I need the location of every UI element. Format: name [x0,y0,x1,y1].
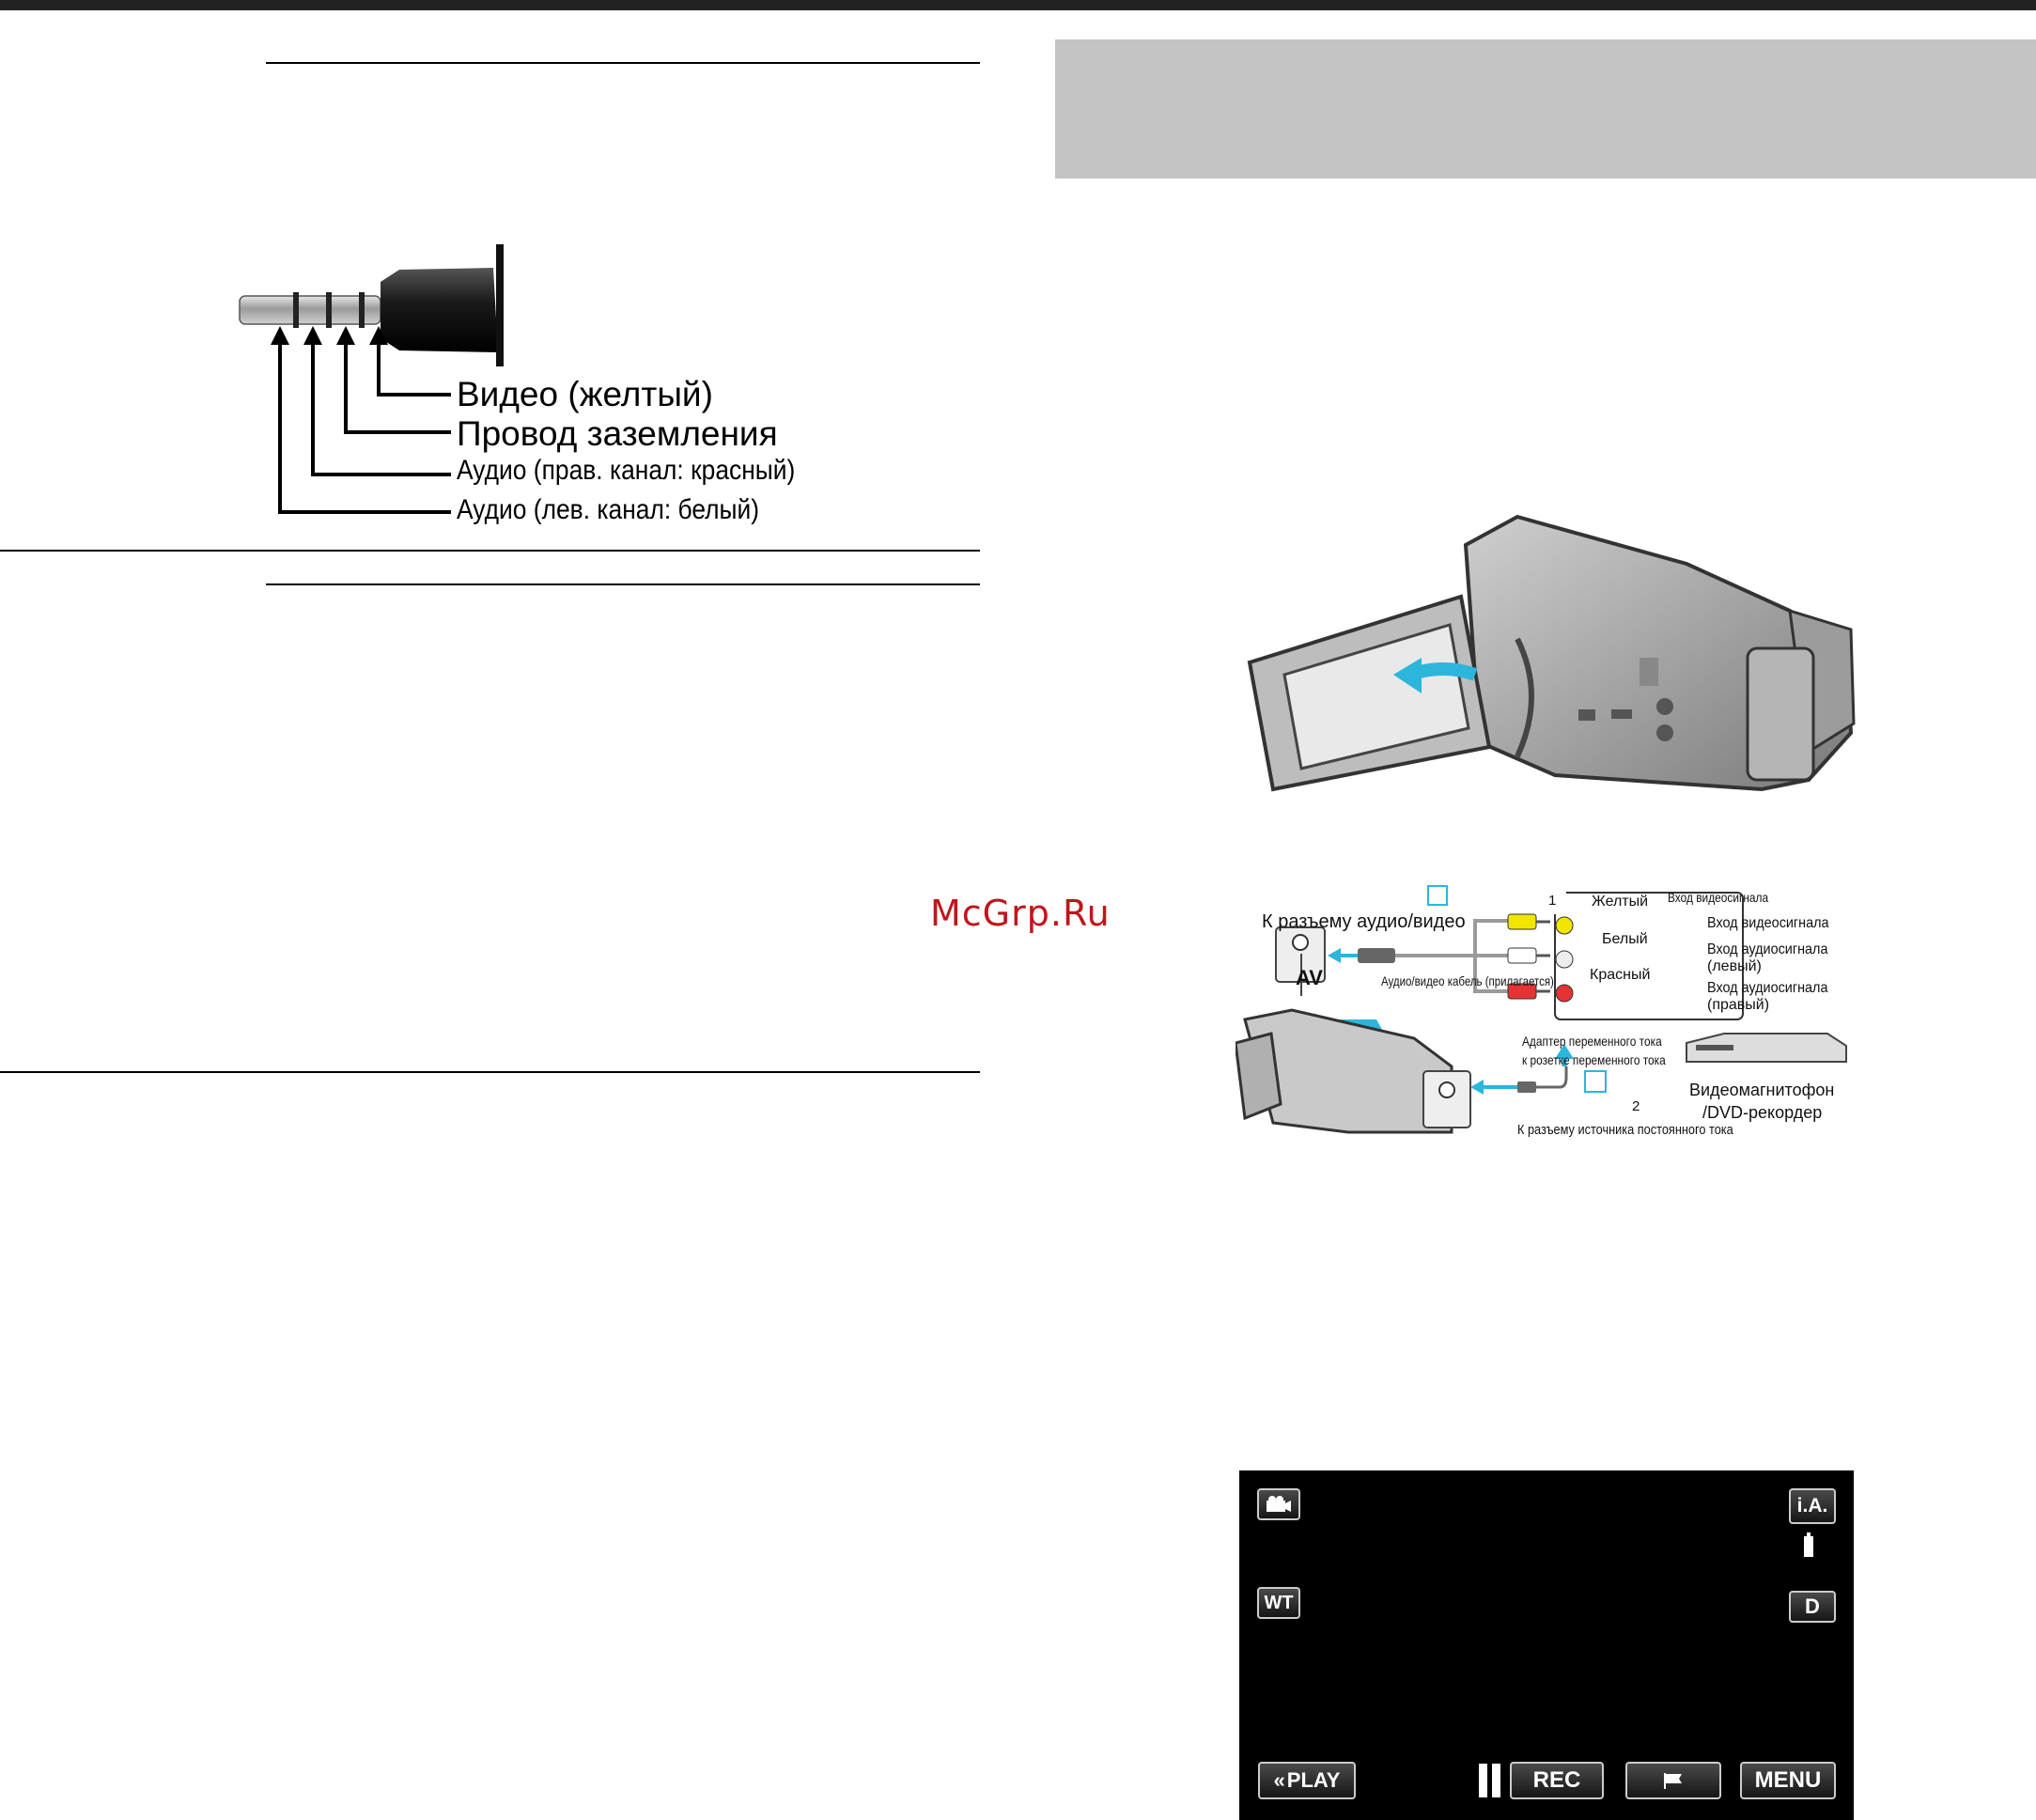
video-input-header: Вход видеосигнала [1668,890,1769,905]
av-jack-label: AV [1296,966,1323,989]
divider [266,62,980,64]
divider [266,583,980,585]
yellow-plug-label: Желтый [1592,894,1649,910]
play-button-label: PLAY [1286,1768,1341,1792]
cable-label: Аудио/видео кабель (прилагается) [1381,973,1554,988]
flag-icon [1661,1771,1686,1790]
camcorder-open-lcd-illustration [1236,507,1856,817]
video-camera-icon [1266,1495,1292,1514]
double-chevron-left-icon: « [1273,1768,1285,1792]
jack-label-video: Видео (желтый) [457,375,713,413]
step-1-marker: 1 [1548,893,1557,909]
video-mode-button[interactable] [1257,1488,1300,1520]
record-arrow-label: Запись [1414,1015,1475,1034]
white-plug-label: Белый [1602,931,1648,947]
audio-input-left-sub: (левый) [1707,958,1762,974]
watermark: McGrp.Ru [930,893,1111,934]
play-button[interactable] [1258,1762,1356,1799]
top-bar [0,0,2036,10]
recorder-label-line2: /DVD-рекордер [1702,1103,1823,1122]
audio-input-right-sub: (правый) [1707,997,1770,1013]
jack-label-audio-right: Аудио (прав. канал: красный) [457,455,796,486]
to-av-label: К разъему аудио/видео [1262,911,1466,932]
pause-icon [1477,1764,1503,1797]
zoom-wt-button[interactable]: WT [1257,1587,1300,1619]
divider [0,1071,980,1073]
dc-input-label: К разъему источника постоянного тока [1517,1122,1733,1138]
ac-outlet-label: к розетке переменного тока [1522,1052,1666,1067]
display-button[interactable]: D [1789,1591,1836,1623]
audio-input-right-label: Вход аудиосигнала [1707,980,1828,996]
jack-label-ground: Провод заземления [457,414,778,453]
menu-button[interactable]: MENU [1740,1762,1836,1799]
battery-icon [1804,1532,1813,1557]
intelligent-auto-button[interactable]: i.A. [1789,1488,1836,1524]
jack-label-audio-left: Аудио (лев. канал: белый) [457,494,760,525]
divider [0,550,980,552]
ac-adapter-label: Адаптер переменного тока [1522,1034,1662,1049]
event-flag-button[interactable] [1625,1762,1721,1799]
red-plug-label: Красный [1590,967,1651,983]
recorder-label-line1: Видеомагнитофон [1689,1081,1835,1099]
audio-input-left-label: Вход аудиосигнала [1707,941,1828,957]
section-heading-box [1055,39,2036,179]
rec-button[interactable]: REC [1510,1762,1604,1799]
step-2-marker: 2 [1632,1098,1640,1114]
video-input-label: Вход видеосигнала [1707,915,1829,931]
lcd-screen [1239,1470,1854,1820]
